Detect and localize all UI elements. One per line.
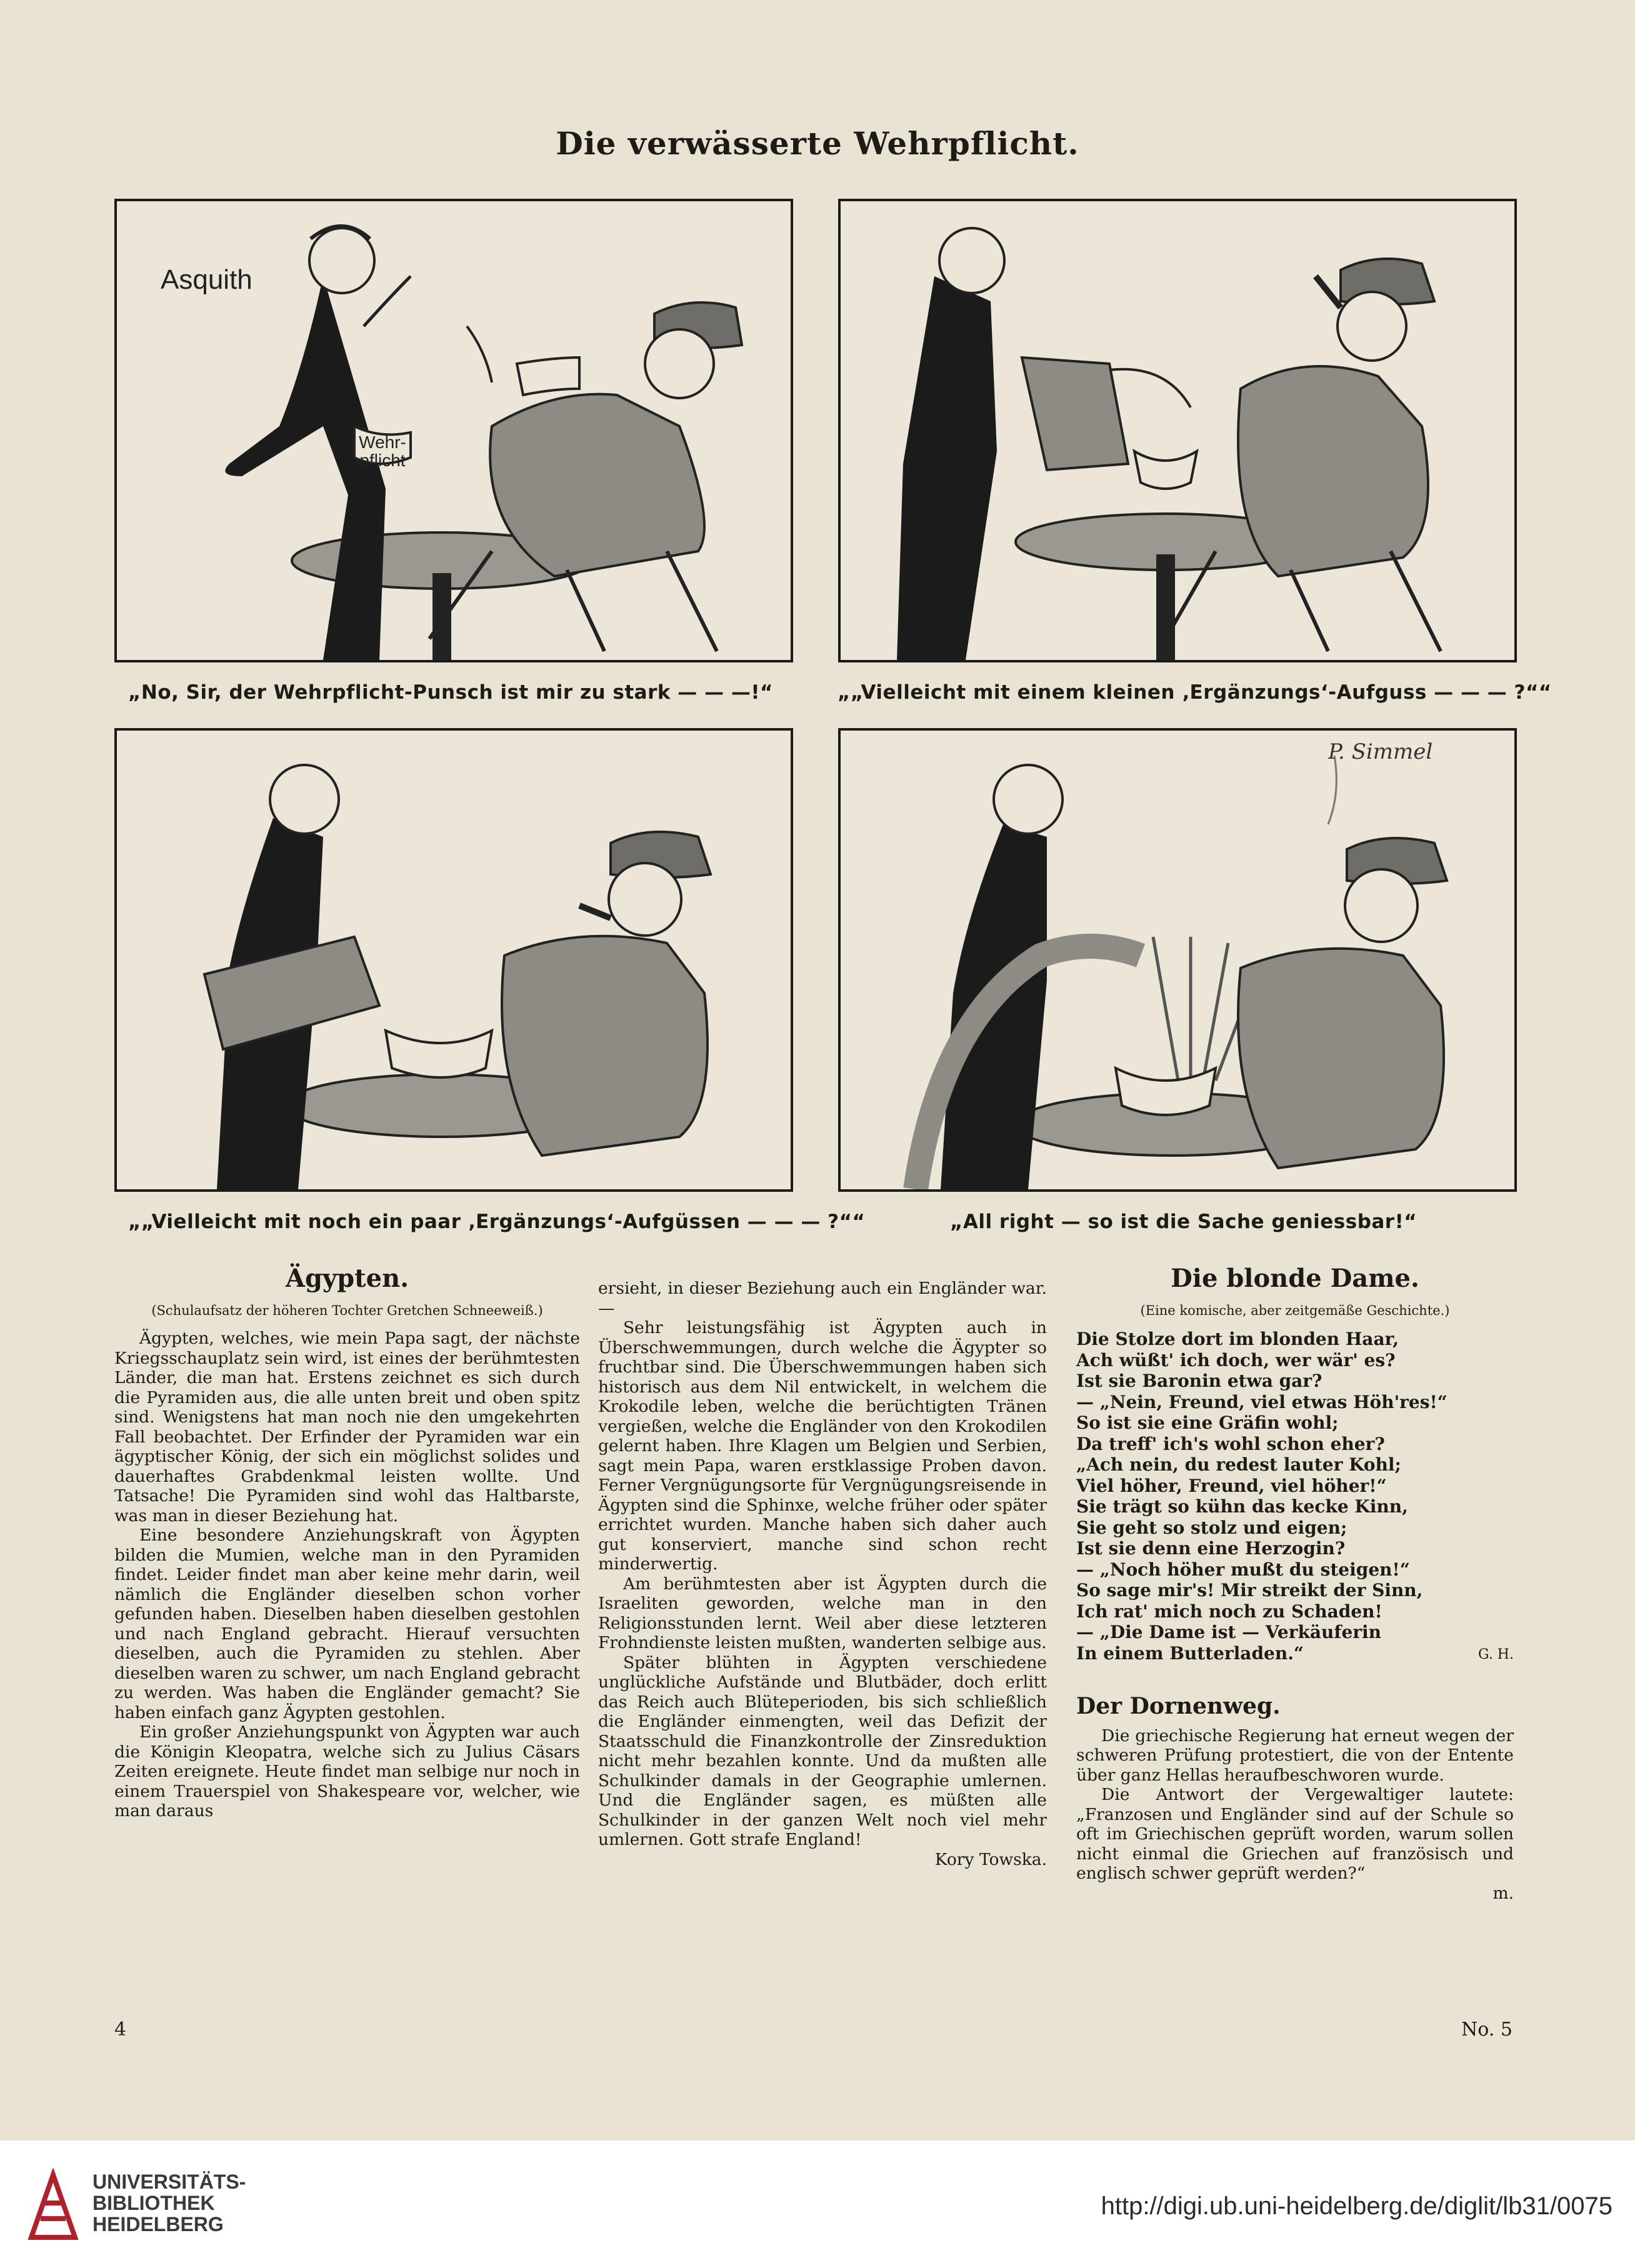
cartoon-drawing-4 <box>841 731 1514 1189</box>
poem-line: — „Noch höher mußt du steigen!“ <box>1076 1559 1410 1580</box>
article-aegypten-paragraph: Ägypten, welches, wie mein Papa sagt, der nächste Kriegsschauplatz sein wird, ist eines der berühmtesten Länder, die man hat. Erstens zeichnet es sich durch die Pyramiden aus, die alle unten breit und oben spitz sind. Wenigstens hat man noch nie den umgekehrten Fall beobachtet. Der Erfinder der Pyramiden war ein ägyptischer König, der sich ein möglichst solides und dauerhaftes Grabdenkmal leisten wollte. Und Tatsache! Die Pyramiden sind wohl das Haltbarste, was man in dieser Beziehung hat. <box>114 1329 580 1526</box>
university-library-name <box>92 2171 246 2235</box>
article-aegypten-paragraph: Ein großer Anziehungspunkt von Ägypten war auch die Königin Kleopatra, welche sich zu Julius Cäsars Zeiten ereignete. Heute findet man selbige nur noch in einem Trauerspiel von Shakespeare vor, welcher, wie man daraus <box>114 1722 580 1821</box>
panel-4-caption: „All right — so ist die Sache geniessbar!“ <box>950 1211 1418 1233</box>
poem-line: So sage mir's! Mir streikt der Sinn, <box>1076 1580 1423 1601</box>
caricature-name-label: Asquith <box>161 264 252 295</box>
poem-line: Ist sie Baronin etwa gar? <box>1076 1371 1322 1391</box>
university-logo-icon <box>25 2169 81 2244</box>
cartoon-panel-4 <box>838 728 1517 1192</box>
panel-2-caption: „„Vielleicht mit einem kleinen ‚Ergänzungs‘-Aufguss — — — ?““ <box>838 681 1552 704</box>
poem-line: Ist sie denn eine Herzogin? <box>1076 1538 1346 1559</box>
article-blonde-dame-author: G. H. <box>1478 1647 1514 1662</box>
article-dornenweg-paragraph: Die griechische Regierung hat erneut wegen der schweren Prüfung protestiert, die von der Entente über ganz Hellas heraufbeschworen wurde. <box>1076 1726 1514 1785</box>
cartoon-drawing-2 <box>841 201 1514 660</box>
poem-line: — „Nein, Freund, viel etwas Höh'res!“ <box>1076 1391 1448 1412</box>
article-aegypten-heading: Ägypten. <box>285 1264 409 1293</box>
poem-blonde-dame <box>1076 1329 1514 1664</box>
poem-line: Viel höher, Freund, viel höher!“ <box>1076 1475 1387 1496</box>
article-aegypten-paragraph: Am berühmtesten aber ist Ägypten durch die Israeliten geworden, welche man in den Religionsstunden lernt. Weil aber diese letzteren Frohndienste leisten mußten, wanderten selbige aus. <box>598 1574 1047 1652</box>
article-dornenweg-heading: Der Dornenweg. <box>1076 1692 1281 1719</box>
artist-signature: P. Simmel <box>1328 739 1433 764</box>
poem-line: Die Stolze dort im blonden Haar, <box>1076 1329 1399 1349</box>
panel-1-caption: „No, Sir, der Wehrpflicht-Punsch ist mir zu stark — — —!“ <box>128 681 773 704</box>
panel-3-caption: „„Vielleicht mit noch ein paar ‚Ergänzungs‘-Aufgüssen — — — ?““ <box>128 1211 866 1233</box>
cartoon-drawing-1 <box>117 201 791 660</box>
logo-line: BIBLIOTHEK <box>92 2192 215 2214</box>
svg-text:pflicht: pflicht <box>359 451 406 470</box>
article-aegypten-paragraph: ersieht, in dieser Beziehung auch ein Engländer war. — <box>598 1279 1047 1318</box>
poem-line: Ach wüßt' ich doch, wer wär' es? <box>1076 1349 1396 1371</box>
article-aegypten-column-2 <box>598 1279 1047 1869</box>
article-dornenweg-author: m. <box>1492 1883 1514 1903</box>
poem-line: Da treff' ich's wohl schon eher? <box>1076 1433 1385 1454</box>
cartoon-panel-1 <box>114 199 793 662</box>
poem-line: Ich rat' mich noch zu Schaden! <box>1076 1601 1382 1622</box>
article-dornenweg-paragraph: Die Antwort der Vergewaltiger lautete: „Franzosen und Engländer sind auf der Schule so oft im Griechischen geprüft worden, warum sollen nicht einmal die Griechen auf französisch und englisch schwer geprüft werden?“ <box>1076 1785 1514 1883</box>
page-title: Die verwässerte Wehrpflicht. <box>556 125 1079 162</box>
article-aegypten-column-1 <box>114 1262 580 1821</box>
logo-line: HEIDELBERG <box>92 2213 224 2236</box>
article-aegypten-subheading: (Schulaufsatz der höheren Tochter Gretchen Schneeweiß.) <box>151 1303 543 1318</box>
cup-label: Wehr- <box>359 432 406 452</box>
poem-line: In einem Butterladen.“ <box>1076 1642 1304 1664</box>
article-blonde-dame-subheading: (Eine komische, aber zeitgemäße Geschichte.) <box>1140 1303 1450 1318</box>
poem-line: Sie trägt so kühn das kecke Kinn, <box>1076 1496 1408 1517</box>
cartoon-panel-2 <box>838 199 1517 662</box>
article-blonde-dame-heading: Die blonde Dame. <box>1171 1264 1419 1293</box>
poem-line: So ist sie eine Gräfin wohl; <box>1076 1412 1339 1433</box>
cartoon-drawing-3 <box>117 731 791 1189</box>
article-aegypten-author: Kory Towska. <box>934 1849 1047 1869</box>
digitization-url[interactable]: http://digi.ub.uni-heidelberg.de/diglit/lb31/0075 <box>1101 2192 1612 2220</box>
column-3 <box>1076 1262 1514 1903</box>
cartoon-panel-3 <box>114 728 793 1192</box>
article-aegypten-paragraph: Später blühten in Ägypten verschiedene unglückliche Aufstände und Blutbäder, doch erlitt das Reich auch Blüteperioden, bis sich schließlich die Engländer einmengten, weil das Defizit der Staatsschuld die Finanzkontrolle der Zinsreduktion nicht mehr bezahlen konnte. Und da mußten alle Schulkinder damals in der Geographie umlernen. Und die Engländer sagen, es müßten alle Schulkinder in der ganzen Welt noch viel mehr umlernen. Gott strafe England! <box>598 1652 1047 1849</box>
logo-line: UNIVERSITÄTS- <box>92 2171 246 2193</box>
poem-line: Sie geht so stolz und eigen; <box>1076 1517 1348 1538</box>
page-number-right: No. 5 <box>1461 2019 1512 2041</box>
page-number-left: 4 <box>114 2019 127 2041</box>
article-aegypten-paragraph: Eine besondere Anziehungskraft von Ägypten bilden die Mumien, welche man in den Pyramiden findet. Leider findet man aber keine mehr darin, weil nämlich die Engländer dieselben schon vorher gefunden haben. Dieselben haben dieselben gestohlen und nach England gebracht. Hierauf versuchten dieselben, auch die Pyramiden zu stehlen. Aber dieselben waren zu schwer, um nach England gebracht zu werden. Was haben die Engländer gemacht? Sie haben einfach ganz Ägypten gestohlen. <box>114 1526 580 1722</box>
article-aegypten-paragraph: Sehr leistungsfähig ist Ägypten auch in Überschwemmungen, durch welche die Ägypter so fruchtbar sind. Die Überschwemmungen haben sich historisch aus dem Nil entwickelt, in welchem die Krokodile leben, welche die berüchtigten Tränen vergießen, welche die Engländer von den Krokodilen gelernt haben. Ihre Klagen um Belgien und Serbien, sagt mein Papa, waren erstklassige Proben davon. Ferner Vergnügungsorte für Vergnügungsreisende in Ägypten sind die Sphinxe, welche früher oder später errichtet wurden. Manche haben sich daher auch gut konserviert, manche sind schon recht minderwertig. <box>598 1318 1047 1574</box>
poem-line: — „Die Dame ist — Verkäuferin <box>1076 1622 1382 1642</box>
poem-line: „Ach nein, du redest lauter Kohl; <box>1076 1454 1401 1475</box>
